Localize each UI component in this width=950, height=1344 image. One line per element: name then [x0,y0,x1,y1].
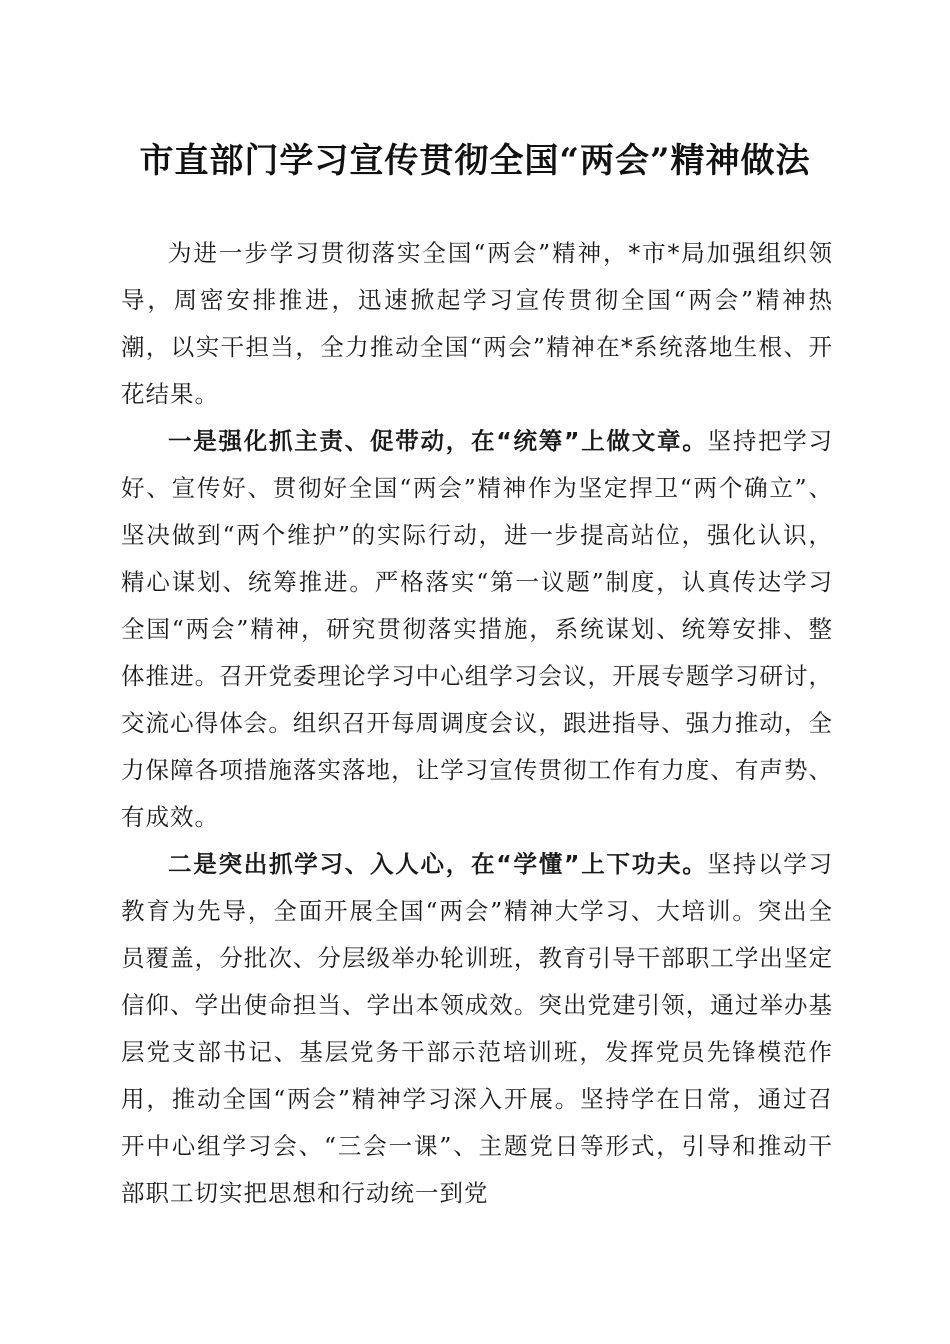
paragraph-lead: 一是强化抓主责、促带动，在“统筹”上做文章。 [168,427,708,455]
paragraph-text: 坚持以学习教育为先导，全面开展全国“两会”精神大学习、大培训。突出全员覆盖，分批次、分层级举办轮训班，教育引导干部职工学出坚定信仰、学出使命担当、学出本领成效。突出党建引领，通过举办基层党支部书记、基层党务干部示范培训班，发挥党员先锋模范作用，推动全国“两会”精神学习深入开展。坚持学在日常，通过召开中心组学习会、“三会一课”、主题党日等形式，引导和推动干部职工切实把思想和行动统一到党 [121,850,834,1207]
paragraph-text: 为进一步学习贯彻落实全国“两会”精神，*市*局加强组织领导，周密安排推进，迅速掀起学习宣传贯彻全国“两会”精神热潮，以实干担当，全力推动全国“两会”精神在*系统落地生根、开花结果。 [121,239,833,408]
paragraph-lead: 二是突出抓学习、入人心，在“学懂”上下功夫。 [168,850,708,878]
document-title: 市直部门学习宣传贯彻全国“两会”精神做法 [139,141,811,181]
paragraph-one [121,418,833,841]
document-body [121,230,833,1217]
paragraph-text: 坚持把学习好、宣传好、贯彻好全国“两会”精神作为坚定捍卫“两个确立”、坚决做到“两个维护”的实际行动，进一步提高站位，强化认识，精心谋划、统筹推进。严格落实“第一议题”制度，认真传达学习全国“两会”精神，研究贯彻落实措施，系统谋划、统筹安排、整体推进。召开党委理论学习中心组学习会议，开展专题学习研讨，交流心得体会。组织召开每周调度会议，跟进指导、强力推动，全力保障各项措施落实落地，让学习宣传贯彻工作有力度、有声势、有成效。 [121,427,834,831]
paragraph-intro [121,230,833,418]
paragraph-two [121,841,833,1217]
